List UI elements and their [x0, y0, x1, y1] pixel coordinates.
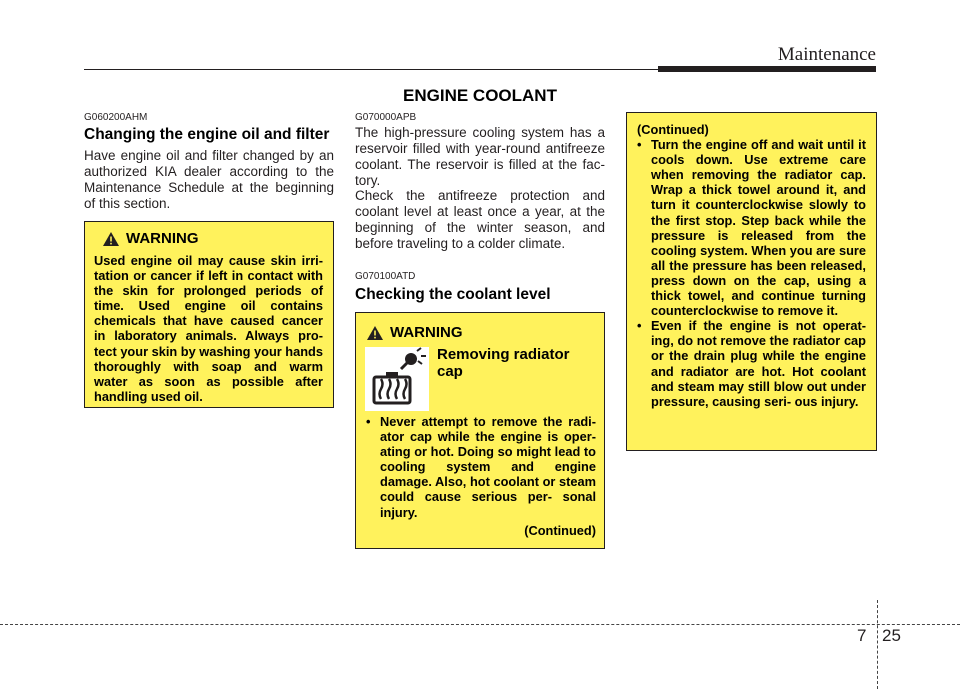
- warning-triangle-icon: [102, 231, 120, 247]
- running-header: Maintenance: [777, 44, 876, 65]
- subsection-heading: Changing the engine oil and filter: [84, 126, 330, 143]
- warning-header: [102, 230, 323, 247]
- chapter-number: 7: [857, 626, 867, 645]
- body-paragraph: The high-pressure cooling system has a reservoir filled with year-round antifreeze coolant. The reservoir is filled at the fac- tory.: [355, 125, 605, 188]
- warning-bullet: [637, 318, 866, 409]
- continued-label: (Continued): [524, 523, 596, 538]
- section-code: G060200AHM: [84, 112, 148, 123]
- bullet-dot: •: [637, 318, 642, 334]
- page-number-divider: [877, 600, 878, 689]
- warning-header: [366, 324, 463, 341]
- warning-bullet: [637, 137, 866, 318]
- section-code: G070000APB: [355, 112, 417, 123]
- warning-box-engine-oil: [84, 221, 334, 408]
- bullet-dot: •: [366, 414, 371, 429]
- body-paragraph: Check the antifreeze protection and coolant level at least once a year, at the beginning of the winter season, and before traveling to a colder climate.: [355, 188, 605, 251]
- warning-bullet: [366, 414, 596, 520]
- bullet-dot: •: [637, 137, 642, 153]
- warning-title: WARNING: [390, 324, 463, 341]
- page-number: 25: [882, 626, 901, 645]
- radiator-hot-icon: [365, 347, 429, 411]
- warning-triangle-icon: [366, 325, 384, 341]
- body-paragraph: Have engine oil and filter changed by an authorized KIA dealer according to the Maintenance Schedule at the beginning of this section.: [84, 148, 334, 211]
- subsection-heading: Checking the coolant level: [355, 286, 551, 303]
- warning-subtitle: Removing radiator cap: [437, 346, 570, 380]
- warning-bullet-text: Never attempt to remove the radi- ator cap while the engine is oper- ating or hot. Doing so might lead to cooling system and engine damage. Also, hot coolant or steam could cause serious per- sonal injury.: [380, 414, 596, 520]
- header-rule: [84, 69, 684, 70]
- header-rule-bar: [658, 66, 876, 72]
- warning-text: Used engine oil may cause skin irri- tation or cancer if left in contact with the skin for prolonged periods of time. Used engine oil contains chemicals that have caused cancer in laboratory animals. Always pro- tect your skin by washing your hands thoroughly with soap and warm water as soon as possible after handling used oil.: [94, 253, 323, 404]
- warning-bullet-text: Turn the engine off and wait until it cools down. Use extreme care when removing the radiator cap. Wrap a thick towel around it, and turn it counterclockwise slowly to the first stop. Step back while the pressure is released from the cooling system. When you are sure all the pressure has been released, press down on the cap, using a thick towel, and continue turning counterclockwise to remove it.: [651, 137, 866, 319]
- warning-title: WARNING: [126, 230, 199, 247]
- section-code: G070100ATD: [355, 271, 416, 282]
- warning-box-radiator-cap: [355, 312, 605, 549]
- warning-box-continued: [626, 112, 877, 451]
- continued-label: (Continued): [637, 122, 709, 137]
- warning-bullet-text: Even if the engine is not operat- ing, do not remove the radiator cap or the drain plug while the engine and radiator are hot. Hot coolant and steam may still blow out under pressure, causing seri- ous injury.: [651, 318, 866, 409]
- section-title: ENGINE COOLANT: [403, 86, 557, 105]
- footer-rule: [0, 624, 960, 625]
